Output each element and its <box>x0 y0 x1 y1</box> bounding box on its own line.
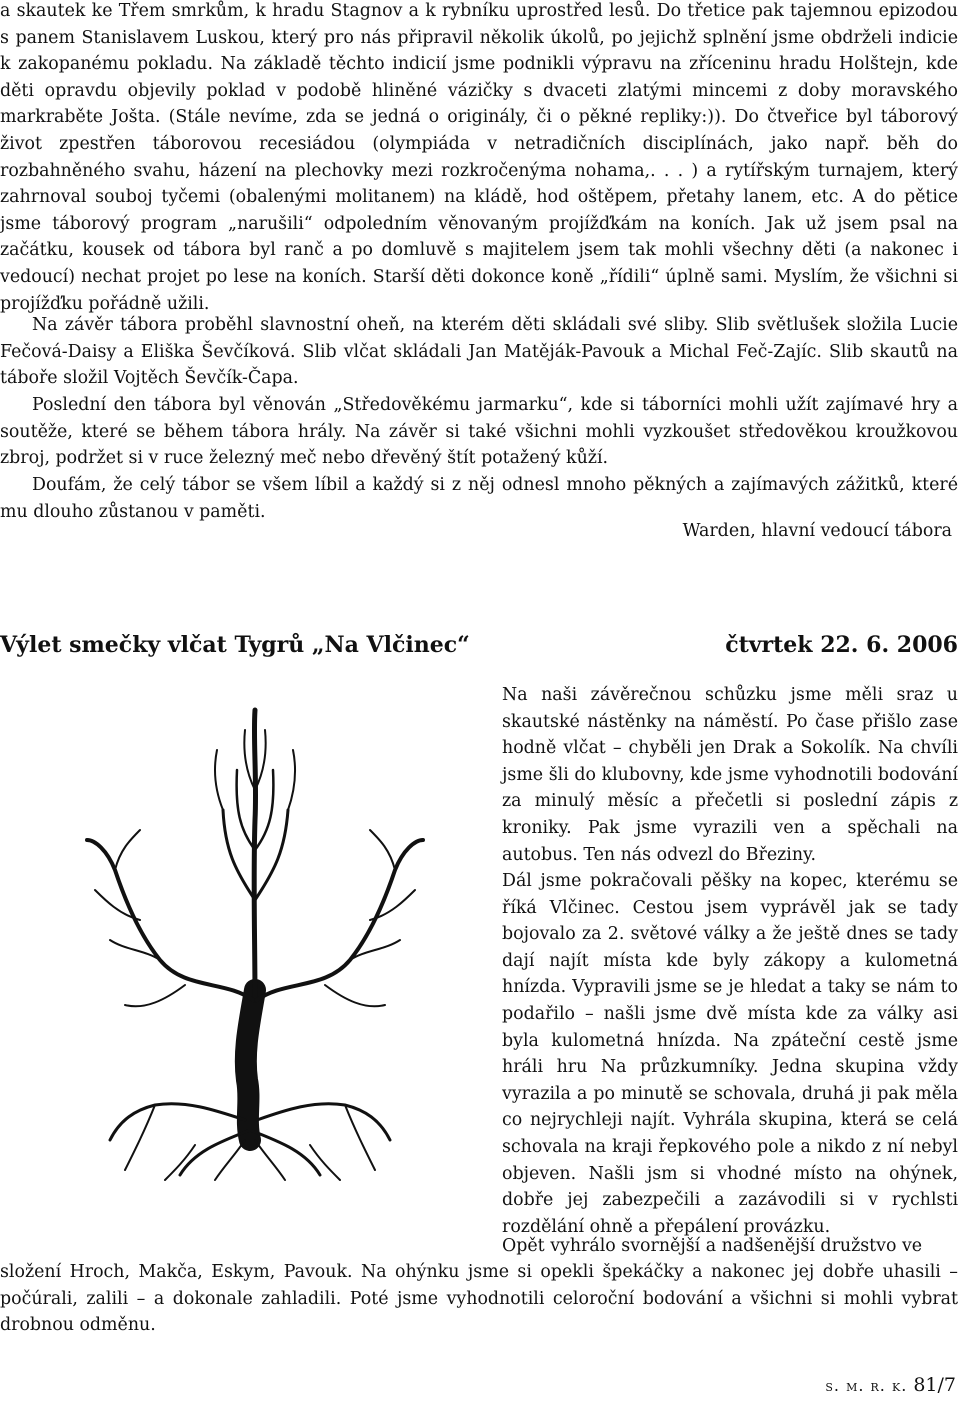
article-column-paragraph-3-text: Opět vyhrálo svornější a nadšenější družstvo ve <box>502 1236 923 1256</box>
camp-paragraph-4-text: Doufám, že celý tábor se všem líbil a každý si z něj odnesl mnoho pěkných a zajímavých zážitků, které mu dlouho zůstanou v paměti. <box>0 475 958 522</box>
fleur-de-lis-tree-icon <box>85 700 425 1182</box>
magazine-name: s. m. r. k. <box>825 1376 908 1395</box>
camp-paragraph-3 <box>0 392 958 472</box>
page-number: 81/7 <box>913 1374 956 1396</box>
article-column-paragraph-1 <box>502 682 958 868</box>
article-column-paragraph-3 <box>502 1233 958 1260</box>
article-column-paragraph-1-text: Na naši závěrečnou schůzku jsme měli sraz u skautské nástěnky na náměstí. Po čase přišlo zase hodně vlčat – chyběli jen Drak a Sokolík. Na chvíli jsme šli do klubovny, kde jsme vyhodnotili bodování za minulý měsíc a přečetli si poslední zápis z kroniky. Pak jsme vyrazili ven a spěchali na autobus. Ten nás odvezl do Březiny. <box>502 685 958 865</box>
article-heading <box>0 632 958 658</box>
signature: Warden, hlavní vedoucí tábora <box>682 521 952 541</box>
article-paragraph-3-continuation: složení Hroch, Makča, Eskym, Pavouk. Na ohýnku jsme si opekli špekáčky a nakonec jej dobře uhasili – počúrali, zalili – a dokonale zahladili. Poté jsme vyhodnotili celoroční bodování a všichni si mohli vybrat drobnou odměnu. <box>0 1262 958 1336</box>
article-date: čtvrtek 22. 6. 2006 <box>725 632 958 658</box>
camp-paragraph-2-text: Na závěr tábora proběhl slavnostní oheň, na kterém děti skládali své sliby. Slib světlušek složila Lucie Fečová-Daisy a Eliška Ševčíková. Slib vlčat skládali Jan Matěják-Pavouk a Michal Feč-Zajíc. Slib skautů na táboře složil Vojtěch Ševčík-Čapa. <box>0 315 958 389</box>
camp-paragraph-2 <box>0 312 958 392</box>
article-column-paragraph-2-text: Dál jsme pokračovali pěšky na kopec, kterému se říká Vlčinec. Cestou jsem vyprávěl jak se tady bojovalo za 2. světové války a že ještě dnes se tady dají najít místa kde byly zákopy a kulometná hnízda. Vypravili jsme se je hledat a taky se nám to podařilo – našli jsme dvě místa kde za války asi byla kulometná hnízda. Na zpáteční cestě jsme hráli hru Na průzkumníky. Jedna skupina vždy vyrazila a po minutě se schovala, druhá ji pak měla co nejrychleji najít. Vyhrála skupina, která se celá schovala na kraji řepkového pole a nikdo z ní nebyl objeven. Našli jsm si vhodné místo na ohýnek, dobře jej zabezpečili a zazávodili si v rychlsti rozdělání ohně a přepálení provázku. <box>502 871 958 1237</box>
article-title: Výlet smečky vlčat Tygrů „Na Vlčinec“ <box>0 632 470 658</box>
camp-paragraph-3-text: Poslední den tábora byl věnován „Středověkému jarmarku“, kde si táborníci mohli užít zajímavé hry a soutěže, které se během tábora hrály. Na závěr si také všichni mohli vyzkoušet středověkou kroužkovou zbroj, podržet si v ruce železný meč nebo dřevěný štít potažený kůží. <box>0 395 958 469</box>
page-footer <box>825 1374 956 1396</box>
article-column-paragraph-2 <box>502 868 958 1240</box>
camp-paragraph-1: a skautek ke Třem smrkům, k hradu Stagnov a k rybníku uprostřed lesů. Do třetice pak tajemnou epizodou s panem Stanislavem Luskou, který pro nás připravil několik úkolů, po jejichž splnění jsme obdrželi indicie k zakopanému pokladu. Na základě těchto indicií jsme podnikli výpravu na zříceninu hradu Holštejn, kde děti opravdu objevily poklad v podobě hliněné vázičky s dvaceti zlatými mincemi z doby moravského markraběte Jošta. (Stále nevíme, zda se jedná o originály, či o pěkné repliky:)). Do čtveřice byl táborový život zpestřen táborovou recesiádou (olympiáda v netradičních disciplínách, jako např. běh do rozbahněného svahu, házení na plechovky mezi rozkročenýma nohama,. . . ) a rytířským turnajem, který zahrnoval souboj tyčemi (obalenými molitanem) na kládě, hod oštěpem, přetahy lanem, etc. A do pětice jsme táborový program „narušili“ odpoledním věnovaným projížďkám na koních. Jak už jsem psal na začátku, kousek od tábora byl ranč a po domluvě s majitelem jsem tak mohli všechny děti (a nakonec i vedoucí) nechat projet po lese na koních. Starší děti dokonce koně „řídili“ úplně sami. Myslím, že všichni si projížďku pořádně užili. <box>0 1 958 314</box>
